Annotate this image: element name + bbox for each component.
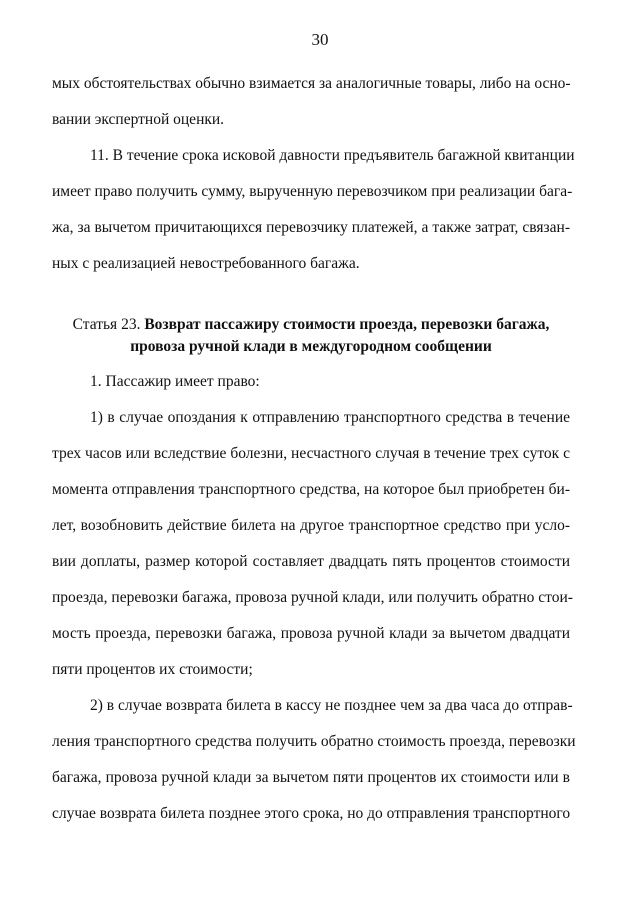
text-line: пяти процентов их стоимости; [52,661,253,678]
article-title: Возврат пассажиру стоимости проезда, перевозки багажа, [144,316,550,333]
text-line: багажа, провоза ручной клади за вычетом пяти процентов их стоимости или в [52,769,570,786]
text-line: мых обстоятельствах обычно взимается за аналогичные товары, либо на осно- [52,75,571,92]
article-heading-line-1 [52,314,570,336]
text-line: вании экспертной оценки. [52,111,225,128]
text-line: случае возврата билета позднее этого срока, но до отправления транспортного [52,805,571,822]
text-line: лет, возобновить действие билета на другое транспортное средство при усло- [52,517,570,534]
text-line: проезда, перевозки багажа, провоза ручной клади, или получить обратно стои- [52,589,573,606]
body-text-top [52,66,575,282]
text-line: момента отправления транспортного средства, на которое был приобретен би- [52,481,570,498]
text-line: вии доплаты, размер которой составляет двадцать пять процентов стоимости [52,553,570,570]
article-heading-line-2: провоза ручной клади в междугородном сообщении [130,338,492,355]
text-line: 1) в случае опоздания к отправлению транспортного средства в течение [90,409,570,426]
article-heading [52,314,570,358]
text-line: 11. В течение срока исковой давности предъявитель багажной квитанции [90,147,575,164]
text-line: 1. Пассажир имеет право: [90,373,260,390]
text-line: 2) в случае возврата билета в кассу не позднее чем за два часа до отправ- [90,697,573,714]
body-text-bottom [52,364,576,832]
article-number: Статья 23. [72,316,145,333]
text-line: жа, за вычетом причитающихся перевозчику платежей, а также затрат, связан- [52,219,570,236]
page-number: 30 [311,30,329,49]
text-line: трех часов или вследствие болезни, несчастного случая в течение трех суток с [52,445,570,462]
text-line: ления транспортного средства получить обратно стоимость проезда, перевозки [52,733,576,750]
text-line: ных с реализацией невостребованного багажа. [52,255,360,272]
text-line: имеет право получить сумму, вырученную перевозчиком при реализации бага- [52,183,573,200]
text-line: мость проезда, перевозки багажа, провоза ручной клади за вычетом двадцати [52,625,570,642]
